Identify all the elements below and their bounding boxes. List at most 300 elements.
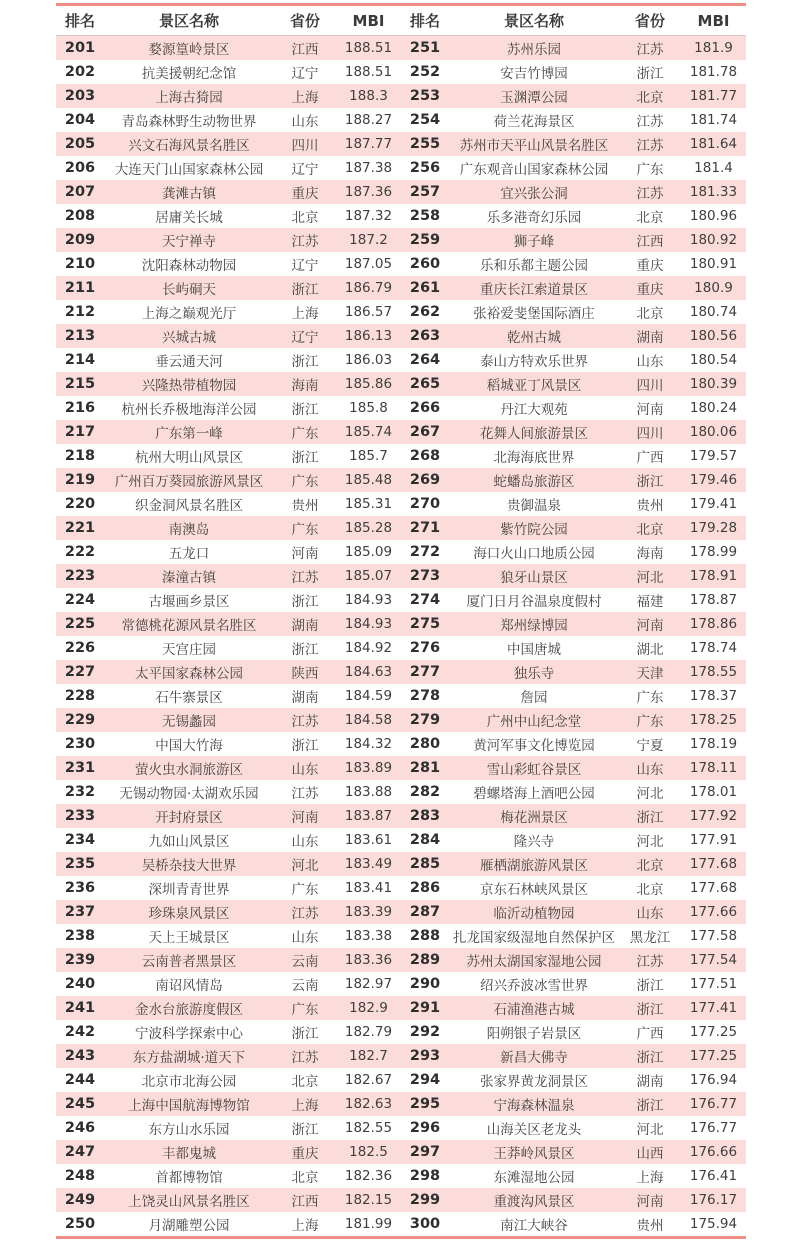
- name-cell: 丰都鬼城: [104, 1140, 274, 1164]
- name-cell: 龚滩古镇: [104, 180, 274, 204]
- table-row: [56, 108, 746, 132]
- rank-cell: 229: [56, 708, 104, 732]
- name-cell: 石牛寨景区: [104, 684, 274, 708]
- province-cell: 广东: [619, 708, 681, 732]
- name-cell: 绍兴乔波冰雪世界: [449, 972, 619, 996]
- name-cell: 苏州乐园: [449, 36, 619, 61]
- rank-cell: 238: [56, 924, 104, 948]
- mbi-cell: 185.74: [336, 420, 401, 444]
- mbi-cell: 181.4: [681, 156, 746, 180]
- province-cell: 北京: [619, 84, 681, 108]
- mbi-cell: 182.55: [336, 1116, 401, 1140]
- rank-cell: 225: [56, 612, 104, 636]
- province-cell: 浙江: [274, 348, 336, 372]
- mbi-cell: 182.9: [336, 996, 401, 1020]
- rank-cell: 246: [56, 1116, 104, 1140]
- name-cell: 张裕爱斐堡国际酒庄: [449, 300, 619, 324]
- province-cell: 江苏: [274, 1044, 336, 1068]
- mbi-cell: 180.96: [681, 204, 746, 228]
- mbi-cell: 176.77: [681, 1092, 746, 1116]
- rank-cell: 245: [56, 1092, 104, 1116]
- mbi-cell: 180.91: [681, 252, 746, 276]
- header-province-left: 省份: [274, 5, 336, 36]
- name-cell: 宜兴张公洞: [449, 180, 619, 204]
- mbi-cell: 176.66: [681, 1140, 746, 1164]
- name-cell: 中国大竹海: [104, 732, 274, 756]
- table-row: [56, 780, 746, 804]
- name-cell: 京东石林峡风景区: [449, 876, 619, 900]
- table-row: [56, 612, 746, 636]
- rank-cell: 240: [56, 972, 104, 996]
- province-cell: 湖南: [619, 324, 681, 348]
- name-cell: 萤火虫水洞旅游区: [104, 756, 274, 780]
- table-row: [56, 1188, 746, 1212]
- name-cell: 云南普者黑景区: [104, 948, 274, 972]
- rank-cell: 290: [401, 972, 449, 996]
- mbi-cell: 188.27: [336, 108, 401, 132]
- table-row: [56, 684, 746, 708]
- rank-cell: 211: [56, 276, 104, 300]
- province-cell: 河北: [619, 828, 681, 852]
- name-cell: 天上王城景区: [104, 924, 274, 948]
- province-cell: 河北: [619, 780, 681, 804]
- table-row: [56, 948, 746, 972]
- scenic-area-ranking-table: [56, 3, 746, 1239]
- rank-cell: 207: [56, 180, 104, 204]
- name-cell: 杭州长乔极地海洋公园: [104, 396, 274, 420]
- province-cell: 河北: [619, 564, 681, 588]
- mbi-cell: 186.03: [336, 348, 401, 372]
- name-cell: 北京市北海公园: [104, 1068, 274, 1092]
- rank-cell: 277: [401, 660, 449, 684]
- mbi-cell: 179.41: [681, 492, 746, 516]
- province-cell: 北京: [274, 1068, 336, 1092]
- name-cell: 雪山彩虹谷景区: [449, 756, 619, 780]
- province-cell: 山东: [274, 828, 336, 852]
- mbi-cell: 178.19: [681, 732, 746, 756]
- name-cell: 丹江大观苑: [449, 396, 619, 420]
- province-cell: 江西: [619, 228, 681, 252]
- name-cell: 宁海森林温泉: [449, 1092, 619, 1116]
- table-row: [56, 252, 746, 276]
- name-cell: 海口火山口地质公园: [449, 540, 619, 564]
- mbi-cell: 185.09: [336, 540, 401, 564]
- province-cell: 江苏: [619, 132, 681, 156]
- province-cell: 河北: [619, 1116, 681, 1140]
- name-cell: 常德桃花源风景名胜区: [104, 612, 274, 636]
- mbi-cell: 181.99: [336, 1212, 401, 1238]
- rank-cell: 287: [401, 900, 449, 924]
- province-cell: 云南: [274, 972, 336, 996]
- mbi-cell: 183.87: [336, 804, 401, 828]
- mbi-cell: 187.36: [336, 180, 401, 204]
- province-cell: 天津: [619, 660, 681, 684]
- table-row: [56, 516, 746, 540]
- mbi-cell: 177.68: [681, 852, 746, 876]
- rank-cell: 201: [56, 36, 104, 61]
- header-mbi-left: MBI: [336, 5, 401, 36]
- rank-cell: 232: [56, 780, 104, 804]
- province-cell: 广西: [619, 444, 681, 468]
- rank-cell: 204: [56, 108, 104, 132]
- mbi-cell: 183.88: [336, 780, 401, 804]
- table-row: [56, 396, 746, 420]
- rank-cell: 247: [56, 1140, 104, 1164]
- rank-cell: 297: [401, 1140, 449, 1164]
- province-cell: 北京: [619, 876, 681, 900]
- province-cell: 重庆: [274, 180, 336, 204]
- province-cell: 浙江: [274, 276, 336, 300]
- mbi-cell: 182.5: [336, 1140, 401, 1164]
- rank-cell: 293: [401, 1044, 449, 1068]
- name-cell: 上海古猗园: [104, 84, 274, 108]
- province-cell: 贵州: [274, 492, 336, 516]
- name-cell: 扎龙国家级湿地自然保护区: [449, 924, 619, 948]
- name-cell: 开封府景区: [104, 804, 274, 828]
- table-row: [56, 348, 746, 372]
- name-cell: 九如山风景区: [104, 828, 274, 852]
- province-cell: 贵州: [619, 492, 681, 516]
- province-cell: 广西: [619, 1020, 681, 1044]
- name-cell: 长屿硐天: [104, 276, 274, 300]
- mbi-cell: 187.05: [336, 252, 401, 276]
- table-row: [56, 996, 746, 1020]
- name-cell: 碧螺塔海上酒吧公园: [449, 780, 619, 804]
- province-cell: 浙江: [274, 396, 336, 420]
- name-cell: 黄河军事文化博览园: [449, 732, 619, 756]
- name-cell: 北海海底世界: [449, 444, 619, 468]
- mbi-cell: 181.74: [681, 108, 746, 132]
- rank-cell: 267: [401, 420, 449, 444]
- mbi-cell: 184.92: [336, 636, 401, 660]
- province-cell: 浙江: [274, 588, 336, 612]
- mbi-cell: 176.77: [681, 1116, 746, 1140]
- province-cell: 河南: [619, 1188, 681, 1212]
- rank-cell: 289: [401, 948, 449, 972]
- name-cell: 独乐寺: [449, 660, 619, 684]
- table-row: [56, 636, 746, 660]
- table-row: [56, 60, 746, 84]
- name-cell: 深圳青青世界: [104, 876, 274, 900]
- rank-cell: 257: [401, 180, 449, 204]
- rank-cell: 249: [56, 1188, 104, 1212]
- rank-cell: 255: [401, 132, 449, 156]
- rank-cell: 300: [401, 1212, 449, 1238]
- mbi-cell: 178.99: [681, 540, 746, 564]
- province-cell: 山东: [274, 756, 336, 780]
- name-cell: 紫竹院公园: [449, 516, 619, 540]
- province-cell: 四川: [274, 132, 336, 156]
- table-row: [56, 564, 746, 588]
- name-cell: 上饶灵山风景名胜区: [104, 1188, 274, 1212]
- rank-cell: 252: [401, 60, 449, 84]
- mbi-cell: 178.11: [681, 756, 746, 780]
- table-row: [56, 1212, 746, 1238]
- mbi-cell: 183.61: [336, 828, 401, 852]
- table-row: [56, 276, 746, 300]
- rank-cell: 279: [401, 708, 449, 732]
- rank-cell: 228: [56, 684, 104, 708]
- rank-cell: 283: [401, 804, 449, 828]
- province-cell: 广东: [274, 468, 336, 492]
- name-cell: 金水台旅游度假区: [104, 996, 274, 1020]
- province-cell: 浙江: [274, 1116, 336, 1140]
- mbi-cell: 178.25: [681, 708, 746, 732]
- mbi-cell: 182.79: [336, 1020, 401, 1044]
- province-cell: 陕西: [274, 660, 336, 684]
- name-cell: 东方盐湖城·道天下: [104, 1044, 274, 1068]
- rank-cell: 230: [56, 732, 104, 756]
- mbi-cell: 176.94: [681, 1068, 746, 1092]
- name-cell: 南澳岛: [104, 516, 274, 540]
- table-row: [56, 1020, 746, 1044]
- province-cell: 山东: [619, 900, 681, 924]
- table-row: [56, 1044, 746, 1068]
- province-cell: 北京: [619, 204, 681, 228]
- rank-cell: 298: [401, 1164, 449, 1188]
- name-cell: 无锡蠡园: [104, 708, 274, 732]
- name-cell: 荷兰花海景区: [449, 108, 619, 132]
- name-cell: 天宁禅寺: [104, 228, 274, 252]
- mbi-cell: 188.51: [336, 36, 401, 61]
- rank-cell: 259: [401, 228, 449, 252]
- rank-cell: 210: [56, 252, 104, 276]
- rank-cell: 262: [401, 300, 449, 324]
- name-cell: 广州中山纪念堂: [449, 708, 619, 732]
- rank-cell: 206: [56, 156, 104, 180]
- mbi-cell: 185.7: [336, 444, 401, 468]
- mbi-cell: 182.36: [336, 1164, 401, 1188]
- mbi-cell: 180.06: [681, 420, 746, 444]
- name-cell: 兴隆热带植物园: [104, 372, 274, 396]
- mbi-cell: 183.89: [336, 756, 401, 780]
- name-cell: 石浦渔港古城: [449, 996, 619, 1020]
- mbi-cell: 184.59: [336, 684, 401, 708]
- mbi-cell: 184.63: [336, 660, 401, 684]
- mbi-cell: 188.3: [336, 84, 401, 108]
- header-rank-left: 排名: [56, 5, 104, 36]
- province-cell: 北京: [274, 1164, 336, 1188]
- mbi-cell: 180.54: [681, 348, 746, 372]
- rank-cell: 266: [401, 396, 449, 420]
- mbi-cell: 181.77: [681, 84, 746, 108]
- mbi-cell: 185.8: [336, 396, 401, 420]
- rank-cell: 284: [401, 828, 449, 852]
- mbi-cell: 177.54: [681, 948, 746, 972]
- name-cell: 隆兴寺: [449, 828, 619, 852]
- province-cell: 广东: [274, 420, 336, 444]
- mbi-cell: 187.38: [336, 156, 401, 180]
- rank-cell: 248: [56, 1164, 104, 1188]
- mbi-cell: 178.86: [681, 612, 746, 636]
- rank-cell: 216: [56, 396, 104, 420]
- mbi-cell: 177.68: [681, 876, 746, 900]
- name-cell: 沈阳森林动物园: [104, 252, 274, 276]
- name-cell: 狮子峰: [449, 228, 619, 252]
- name-cell: 东方山水乐园: [104, 1116, 274, 1140]
- province-cell: 福建: [619, 588, 681, 612]
- table-row: [56, 660, 746, 684]
- rank-cell: 295: [401, 1092, 449, 1116]
- rank-cell: 278: [401, 684, 449, 708]
- mbi-cell: 186.79: [336, 276, 401, 300]
- header-name-left: 景区名称: [104, 5, 274, 36]
- name-cell: 兴文石海风景名胜区: [104, 132, 274, 156]
- mbi-cell: 179.28: [681, 516, 746, 540]
- rank-cell: 202: [56, 60, 104, 84]
- table-row: [56, 1092, 746, 1116]
- mbi-cell: 179.46: [681, 468, 746, 492]
- mbi-cell: 182.67: [336, 1068, 401, 1092]
- rank-cell: 214: [56, 348, 104, 372]
- rank-cell: 270: [401, 492, 449, 516]
- name-cell: 月湖雕塑公园: [104, 1212, 274, 1238]
- name-cell: 王莽岭风景区: [449, 1140, 619, 1164]
- table-row: [56, 228, 746, 252]
- rank-cell: 205: [56, 132, 104, 156]
- table-row: [56, 1140, 746, 1164]
- rank-cell: 217: [56, 420, 104, 444]
- rank-cell: 243: [56, 1044, 104, 1068]
- mbi-cell: 180.9: [681, 276, 746, 300]
- mbi-cell: 185.07: [336, 564, 401, 588]
- name-cell: 厦门日月谷温泉度假村: [449, 588, 619, 612]
- province-cell: 山东: [619, 756, 681, 780]
- rank-cell: 261: [401, 276, 449, 300]
- rank-cell: 253: [401, 84, 449, 108]
- rank-cell: 250: [56, 1212, 104, 1238]
- province-cell: 湖北: [619, 636, 681, 660]
- province-cell: 浙江: [619, 996, 681, 1020]
- name-cell: 稻城亚丁风景区: [449, 372, 619, 396]
- province-cell: 山东: [274, 108, 336, 132]
- rank-cell: 227: [56, 660, 104, 684]
- name-cell: 苏州市天平山风景名胜区: [449, 132, 619, 156]
- province-cell: 河南: [274, 804, 336, 828]
- name-cell: 青岛森林野生动物世界: [104, 108, 274, 132]
- table-row: [56, 900, 746, 924]
- province-cell: 上海: [619, 1164, 681, 1188]
- table-row: [56, 468, 746, 492]
- rank-cell: 222: [56, 540, 104, 564]
- province-cell: 河南: [274, 540, 336, 564]
- rank-cell: 219: [56, 468, 104, 492]
- province-cell: 上海: [274, 300, 336, 324]
- table-row: [56, 204, 746, 228]
- name-cell: 张家界黄龙洞景区: [449, 1068, 619, 1092]
- mbi-cell: 184.93: [336, 588, 401, 612]
- table-row: [56, 156, 746, 180]
- name-cell: 重渡沟风景区: [449, 1188, 619, 1212]
- table-row: [56, 300, 746, 324]
- name-cell: 宁波科学探索中心: [104, 1020, 274, 1044]
- province-cell: 上海: [274, 1092, 336, 1116]
- name-cell: 五龙口: [104, 540, 274, 564]
- rank-cell: 274: [401, 588, 449, 612]
- rank-cell: 296: [401, 1116, 449, 1140]
- province-cell: 浙江: [274, 732, 336, 756]
- province-cell: 贵州: [619, 1212, 681, 1238]
- rank-cell: 215: [56, 372, 104, 396]
- name-cell: 婺源篁岭景区: [104, 36, 274, 61]
- rank-cell: 213: [56, 324, 104, 348]
- province-cell: 河南: [619, 612, 681, 636]
- name-cell: 郑州绿博园: [449, 612, 619, 636]
- rank-cell: 268: [401, 444, 449, 468]
- table-row: [56, 420, 746, 444]
- rank-cell: 280: [401, 732, 449, 756]
- name-cell: 无锡动物园·太湖欢乐园: [104, 780, 274, 804]
- rank-cell: 233: [56, 804, 104, 828]
- rank-cell: 254: [401, 108, 449, 132]
- rank-cell: 285: [401, 852, 449, 876]
- name-cell: 首都博物馆: [104, 1164, 274, 1188]
- name-cell: 泰山方特欢乐世界: [449, 348, 619, 372]
- rank-cell: 258: [401, 204, 449, 228]
- rank-cell: 291: [401, 996, 449, 1020]
- name-cell: 太平国家森林公园: [104, 660, 274, 684]
- mbi-cell: 178.74: [681, 636, 746, 660]
- province-cell: 湖南: [619, 1068, 681, 1092]
- mbi-cell: 183.38: [336, 924, 401, 948]
- province-cell: 山东: [619, 348, 681, 372]
- province-cell: 四川: [619, 372, 681, 396]
- province-cell: 江苏: [274, 708, 336, 732]
- rank-cell: 271: [401, 516, 449, 540]
- province-cell: 江苏: [274, 564, 336, 588]
- table-row: [56, 492, 746, 516]
- mbi-cell: 177.92: [681, 804, 746, 828]
- table-row: [56, 36, 746, 61]
- rank-cell: 281: [401, 756, 449, 780]
- rank-cell: 256: [401, 156, 449, 180]
- province-cell: 四川: [619, 420, 681, 444]
- rank-cell: 234: [56, 828, 104, 852]
- header-mbi-right: MBI: [681, 5, 746, 36]
- province-cell: 辽宁: [274, 252, 336, 276]
- name-cell: 梅花洲景区: [449, 804, 619, 828]
- name-cell: 珍珠泉风景区: [104, 900, 274, 924]
- name-cell: 南江大峡谷: [449, 1212, 619, 1238]
- province-cell: 浙江: [619, 972, 681, 996]
- table-row: [56, 324, 746, 348]
- table-row: [56, 180, 746, 204]
- mbi-cell: 181.64: [681, 132, 746, 156]
- mbi-cell: 177.58: [681, 924, 746, 948]
- header-rank-right: 排名: [401, 5, 449, 36]
- table-row: [56, 1068, 746, 1092]
- header-name-right: 景区名称: [449, 5, 619, 36]
- rank-cell: 263: [401, 324, 449, 348]
- name-cell: 新昌大佛寺: [449, 1044, 619, 1068]
- name-cell: 兴城古城: [104, 324, 274, 348]
- mbi-cell: 185.86: [336, 372, 401, 396]
- province-cell: 广东: [274, 996, 336, 1020]
- province-cell: 河南: [619, 396, 681, 420]
- province-cell: 浙江: [619, 804, 681, 828]
- province-cell: 北京: [619, 516, 681, 540]
- rank-cell: 260: [401, 252, 449, 276]
- table-row: [56, 1164, 746, 1188]
- rank-cell: 226: [56, 636, 104, 660]
- mbi-cell: 178.55: [681, 660, 746, 684]
- name-cell: 上海中国航海博物馆: [104, 1092, 274, 1116]
- table-row: [56, 540, 746, 564]
- province-cell: 江苏: [274, 228, 336, 252]
- name-cell: 重庆长江索道景区: [449, 276, 619, 300]
- rank-cell: 244: [56, 1068, 104, 1092]
- mbi-cell: 181.33: [681, 180, 746, 204]
